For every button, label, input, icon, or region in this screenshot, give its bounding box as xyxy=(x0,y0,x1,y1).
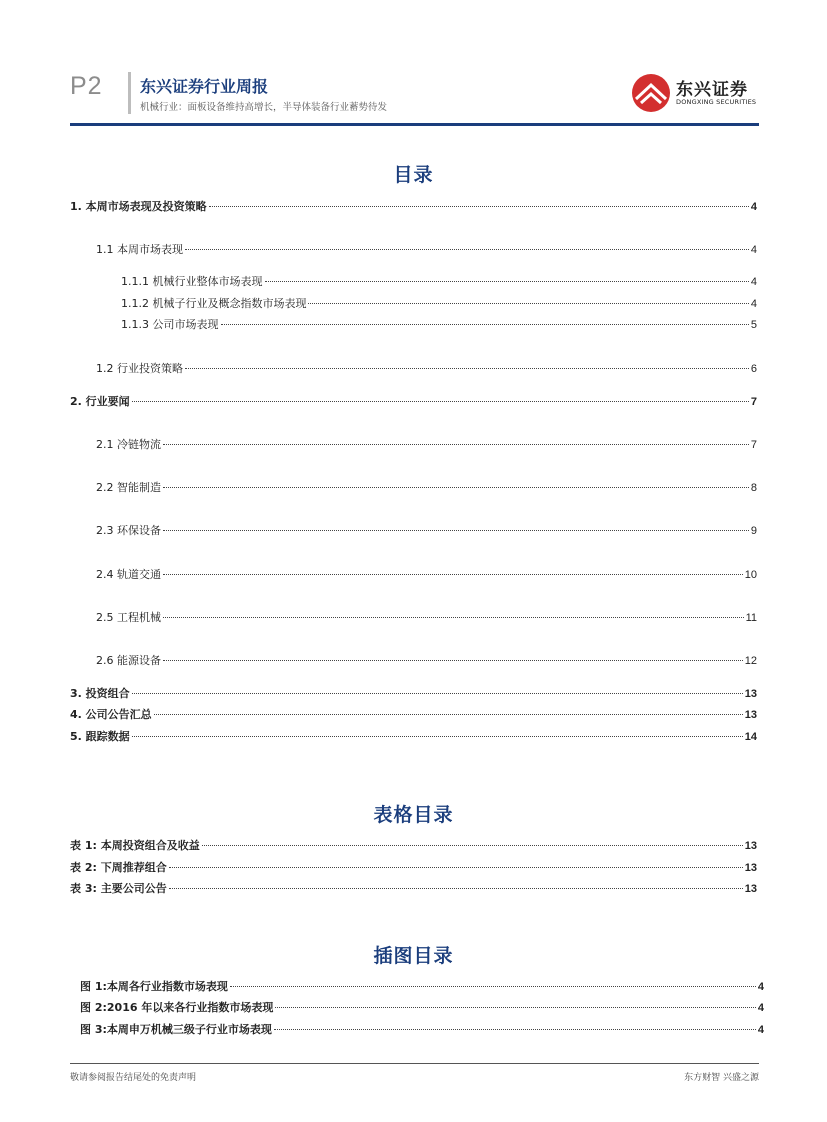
footer-disclaimer: 敬请参阅报告结尾处的免责声明 xyxy=(70,1073,197,1083)
tables-toc-title: 表格目录 xyxy=(373,804,454,826)
toc-item[interactable]: 2.4 轨道交通 10 xyxy=(96,568,757,581)
header-divider xyxy=(128,72,131,114)
figure-toc-item[interactable]: 图 2:2016 年以来各行业指数市场表现 4 xyxy=(80,1001,764,1014)
toc-item[interactable]: 2.2 智能制造 8 xyxy=(96,481,757,494)
toc-item[interactable]: 2.6 能源设备 12 xyxy=(96,654,757,667)
figure-toc-item[interactable]: 图 3:本周申万机械三级子行业市场表现 4 xyxy=(80,1023,764,1036)
company-logo xyxy=(630,73,760,113)
toc-item[interactable]: 3. 投资组合 13 xyxy=(70,687,757,700)
toc-item[interactable]: 1.2 行业投资策略 6 xyxy=(96,362,757,375)
toc-item[interactable]: 2.3 环保设备 9 xyxy=(96,524,757,537)
logo-mark-icon xyxy=(630,73,672,113)
toc-item[interactable]: 1.1 本周市场表现 4 xyxy=(96,243,757,256)
toc-item[interactable]: 5. 跟踪数据 14 xyxy=(70,730,757,743)
toc-item[interactable]: 4. 公司公告汇总 13 xyxy=(70,708,757,721)
report-subtitle: 机械行业：面板设备维持高增长，半导体装备行业蓄势待发 xyxy=(140,102,388,113)
toc-title: 目录 xyxy=(393,164,434,186)
figure-toc-item[interactable]: 图 1:本周各行业指数市场表现 4 xyxy=(80,980,764,993)
table-toc-item[interactable]: 表 2: 下周推荐组合 13 xyxy=(70,861,757,874)
toc-item[interactable]: 1.1.1 机械行业整体市场表现 4 xyxy=(121,275,757,288)
toc-item[interactable]: 2.1 冷链物流 7 xyxy=(96,438,757,451)
footer-slogan: 东方财智 兴盛之源 xyxy=(684,1073,759,1083)
logo-text-cn: 东兴证券 xyxy=(676,80,748,100)
report-name: 东兴证券行业周报 xyxy=(140,77,269,96)
toc-item[interactable]: 1. 本周市场表现及投资策略 4 xyxy=(70,200,757,213)
toc-item[interactable]: 1.1.3 公司市场表现 5 xyxy=(121,318,757,331)
logo-text-en: DONGXING SECURITIES xyxy=(676,98,757,106)
toc-item[interactable]: 2.5 工程机械 11 xyxy=(96,611,757,624)
page-number: P2 xyxy=(70,72,103,100)
header-rule xyxy=(70,123,759,126)
toc-item[interactable]: 1.1.2 机械子行业及概念指数市场表现 4 xyxy=(121,297,757,310)
page-header xyxy=(0,0,827,130)
figures-toc-title: 插图目录 xyxy=(373,945,454,967)
table-toc-item[interactable]: 表 1: 本周投资组合及收益 13 xyxy=(70,839,757,852)
toc-item[interactable]: 2. 行业要闻 7 xyxy=(70,395,757,408)
footer-rule xyxy=(70,1063,759,1064)
table-toc-item[interactable]: 表 3: 主要公司公告 13 xyxy=(70,882,757,895)
